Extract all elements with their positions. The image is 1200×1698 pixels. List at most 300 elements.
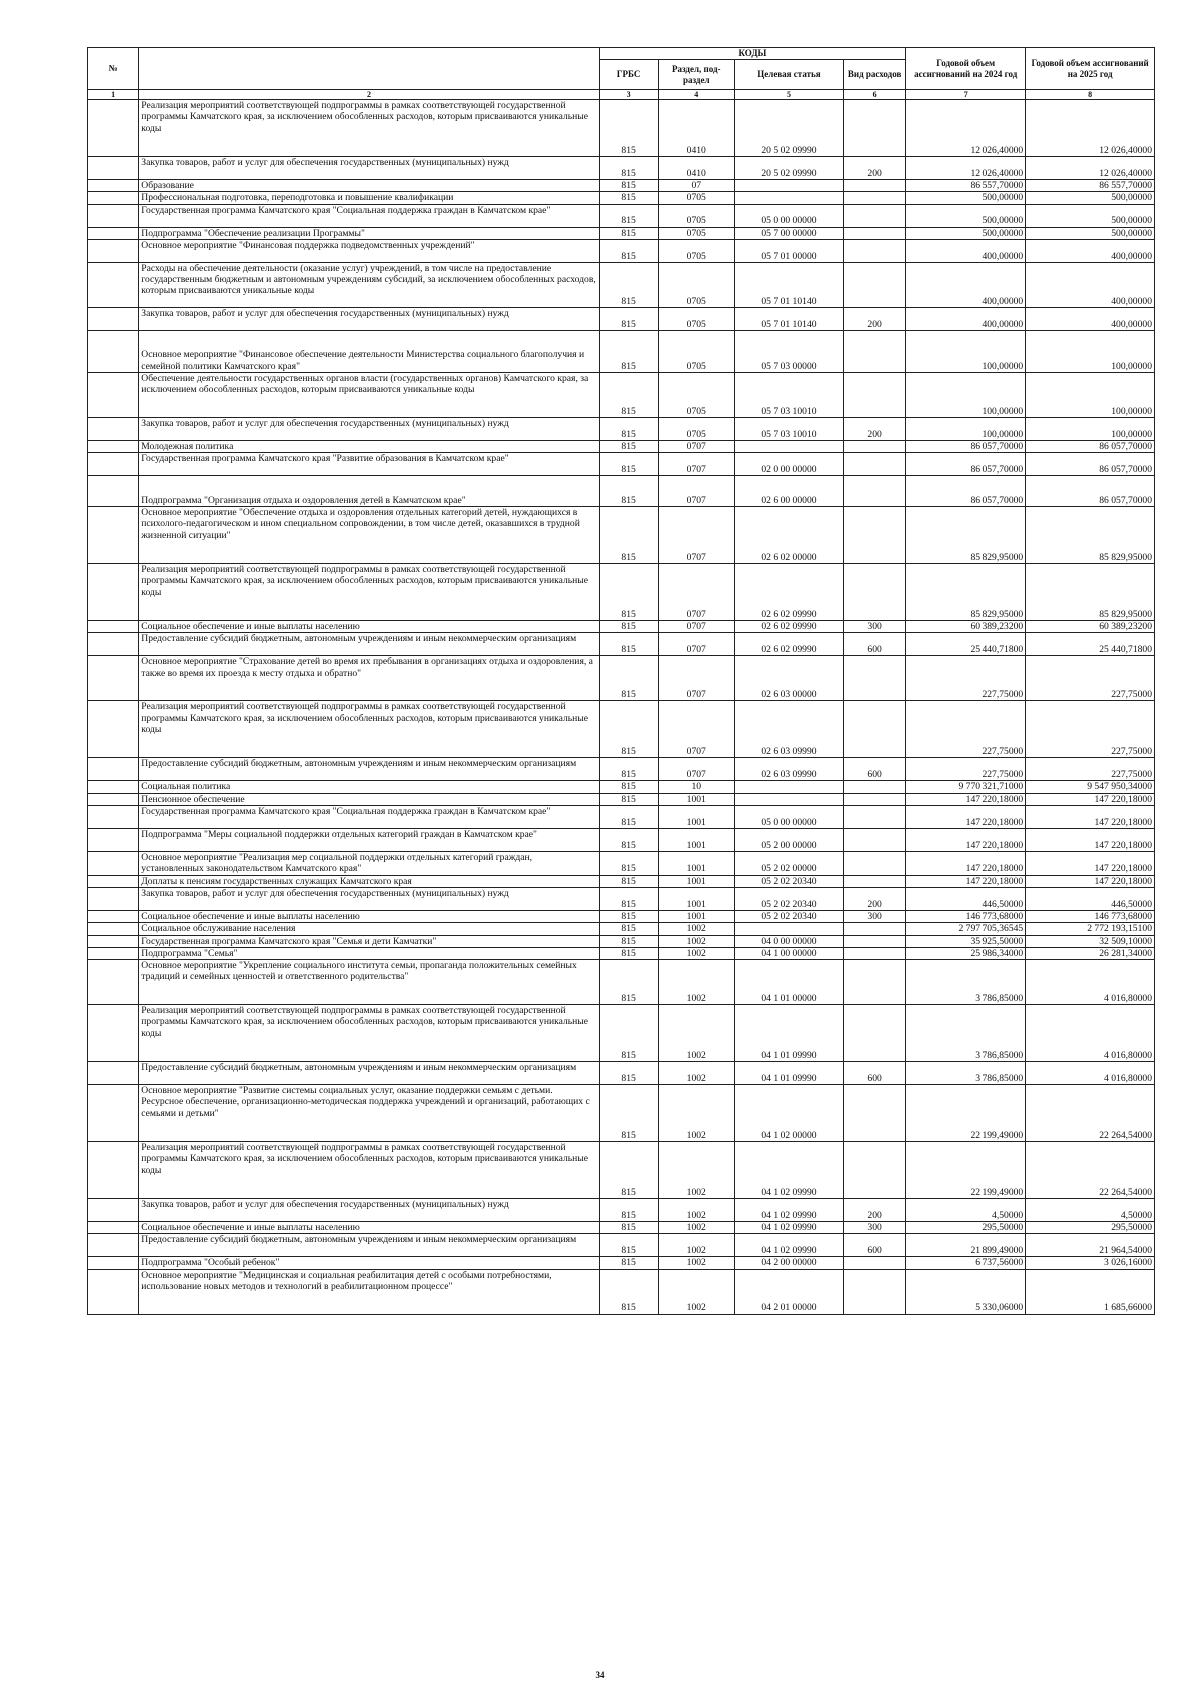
row-2024-cell: 25 986,34000 (906, 947, 1026, 959)
row-name-cell: Подпрограмма "Организация отдыха и оздоровления детей в Камчатском крае" (139, 476, 599, 507)
row-grbs-cell: 815 (599, 960, 658, 1005)
row-target-cell: 02 6 03 00000 (734, 656, 843, 701)
table-row (88, 372, 1155, 417)
column-index: 2 (139, 90, 599, 100)
row-kind-cell (844, 227, 906, 239)
table-row (88, 887, 1155, 910)
row-number-cell (88, 1222, 139, 1234)
row-2025-cell: 86 557,70000 (1026, 180, 1155, 192)
row-2025-cell: 1 685,66000 (1026, 1269, 1155, 1314)
row-kind-cell: 600 (844, 1234, 906, 1257)
row-number-cell (88, 701, 139, 758)
row-number-cell (88, 875, 139, 887)
row-section-cell: 0705 (658, 262, 734, 307)
row-target-cell: 05 2 02 20340 (734, 910, 843, 922)
row-2024-cell: 147 220,18000 (906, 875, 1026, 887)
row-target-cell (734, 440, 843, 452)
row-2025-cell: 32 509,10000 (1026, 935, 1155, 947)
row-number-cell (88, 330, 139, 372)
row-name-cell: Социальное обслуживание населения (139, 923, 599, 935)
row-name-cell: Образование (139, 180, 599, 192)
column-index: 8 (1026, 90, 1155, 100)
row-target-cell: 02 6 02 00000 (734, 507, 843, 564)
row-grbs-cell: 815 (599, 372, 658, 417)
row-number-cell (88, 781, 139, 793)
row-2025-cell: 12 026,40000 (1026, 157, 1155, 180)
row-grbs-cell: 815 (599, 656, 658, 701)
row-number-cell (88, 204, 139, 227)
row-name-cell: Подпрограмма "Меры социальной поддержки отдельных категорий граждан в Камчатском крае" (139, 829, 599, 852)
table-row (88, 781, 1155, 793)
row-kind-cell (844, 180, 906, 192)
row-target-cell: 05 7 01 10140 (734, 307, 843, 330)
row-kind-cell (844, 1269, 906, 1314)
table-row (88, 621, 1155, 633)
row-number-cell (88, 656, 139, 701)
table-row (88, 947, 1155, 959)
row-2025-cell: 22 264,54000 (1026, 1085, 1155, 1142)
row-grbs-cell: 815 (599, 1005, 658, 1062)
row-name-cell: Профессиональная подготовка, переподготовка и повышение квалификации (139, 192, 599, 204)
row-name-cell: Государственная программа Камчатского края "Семья и дети Камчатки" (139, 935, 599, 947)
header-name (139, 48, 599, 90)
row-2024-cell: 25 440,71800 (906, 633, 1026, 656)
table-row (88, 923, 1155, 935)
row-name-cell: Закупка товаров, работ и услуг для обеспечения государственных (муниципальных) нужд (139, 1199, 599, 1222)
budget-table-sheet (87, 47, 1155, 1315)
row-number-cell (88, 192, 139, 204)
row-name-cell: Подпрограмма "Семья" (139, 947, 599, 959)
row-number-cell (88, 100, 139, 157)
table-row (88, 875, 1155, 887)
header-codes: КОДЫ (599, 48, 906, 60)
row-target-cell: 02 6 00 00000 (734, 476, 843, 507)
table-row (88, 935, 1155, 947)
row-target-cell: 04 2 01 00000 (734, 1269, 843, 1314)
row-2024-cell: 446,50000 (906, 887, 1026, 910)
row-name-cell: Обеспечение деятельности государственных органов власти (государственных органов) Камчатского края, за исключением обособленных расходов, которым присваиваются уникальные коды (139, 372, 599, 417)
row-grbs-cell: 815 (599, 781, 658, 793)
header-grbs: ГРБС (599, 60, 658, 90)
row-2024-cell: 4,50000 (906, 1199, 1026, 1222)
row-2025-cell: 4 016,80000 (1026, 1062, 1155, 1085)
table-row (88, 417, 1155, 440)
row-2025-cell: 22 264,54000 (1026, 1142, 1155, 1199)
row-2024-cell: 100,00000 (906, 330, 1026, 372)
row-2025-cell: 86 057,70000 (1026, 453, 1155, 476)
row-2025-cell: 446,50000 (1026, 887, 1155, 910)
row-kind-cell (844, 1257, 906, 1269)
column-index: 1 (88, 90, 139, 100)
row-2024-cell: 5 330,06000 (906, 1269, 1026, 1314)
row-target-cell: 05 7 03 10010 (734, 417, 843, 440)
row-name-cell: Основное мероприятие "Реализация мер социальной поддержки отдельных категорий граждан, установленных законодательством Камчатского края" (139, 852, 599, 876)
table-row (88, 633, 1155, 656)
row-number-cell (88, 960, 139, 1005)
row-grbs-cell: 815 (599, 507, 658, 564)
row-section-cell: 1002 (658, 1222, 734, 1234)
row-section-cell: 1001 (658, 852, 734, 876)
row-section-cell: 1002 (658, 947, 734, 959)
row-number-cell (88, 417, 139, 440)
row-kind-cell: 200 (844, 157, 906, 180)
table-row (88, 793, 1155, 805)
row-2024-cell: 3 786,85000 (906, 960, 1026, 1005)
row-grbs-cell: 815 (599, 875, 658, 887)
table-row (88, 192, 1155, 204)
row-section-cell: 0705 (658, 204, 734, 227)
row-section-cell: 0707 (658, 701, 734, 758)
row-grbs-cell: 815 (599, 239, 658, 262)
row-2025-cell: 147 220,18000 (1026, 852, 1155, 876)
row-name-cell: Основное мероприятие "Финансовое обеспечение деятельности Министерства социального благополучия и семейной политики Камчатского края" (139, 330, 599, 372)
table-row (88, 157, 1155, 180)
row-target-cell: 02 6 02 09990 (734, 633, 843, 656)
row-kind-cell (844, 507, 906, 564)
row-section-cell: 0707 (658, 453, 734, 476)
row-target-cell (734, 923, 843, 935)
table-row (88, 656, 1155, 701)
row-kind-cell: 200 (844, 417, 906, 440)
row-grbs-cell: 815 (599, 806, 658, 829)
row-2025-cell: 227,75000 (1026, 701, 1155, 758)
row-target-cell: 04 1 02 09990 (734, 1142, 843, 1199)
budget-table (87, 47, 1155, 1315)
column-index: 4 (658, 90, 734, 100)
row-name-cell: Реализация мероприятий соответствующей подпрограммы в рамках соответствующей государственной программы Камчатского края, за исключением обособленных расходов, которым присваиваются уникальные коды (139, 1005, 599, 1062)
row-grbs-cell: 815 (599, 1062, 658, 1085)
row-2025-cell: 86 057,70000 (1026, 476, 1155, 507)
row-name-cell: Предоставление субсидий бюджетным, автономным учреждениям и иным некоммерческим организациям (139, 758, 599, 781)
row-target-cell: 04 1 02 00000 (734, 1085, 843, 1142)
row-2024-cell: 500,00000 (906, 227, 1026, 239)
row-2024-cell: 147 220,18000 (906, 806, 1026, 829)
row-2024-cell: 60 389,23200 (906, 621, 1026, 633)
row-grbs-cell: 815 (599, 453, 658, 476)
row-kind-cell (844, 330, 906, 372)
table-row (88, 1234, 1155, 1257)
row-grbs-cell: 815 (599, 887, 658, 910)
row-kind-cell (844, 1005, 906, 1062)
row-kind-cell: 300 (844, 621, 906, 633)
row-section-cell: 1002 (658, 935, 734, 947)
row-name-cell: Предоставление субсидий бюджетным, автономным учреждениям и иным некоммерческим организациям (139, 1062, 599, 1085)
row-kind-cell (844, 781, 906, 793)
row-name-cell: Социальное обеспечение и иные выплаты населению (139, 910, 599, 922)
row-2024-cell: 2 797 705,36545 (906, 923, 1026, 935)
table-row (88, 330, 1155, 372)
row-grbs-cell: 815 (599, 621, 658, 633)
row-target-cell: 05 7 01 10140 (734, 262, 843, 307)
row-kind-cell (844, 829, 906, 852)
row-section-cell: 1002 (658, 1005, 734, 1062)
row-target-cell: 02 6 03 09990 (734, 701, 843, 758)
row-2024-cell: 227,75000 (906, 758, 1026, 781)
row-name-cell: Государственная программа Камчатского края "Социальная поддержка граждан в Камчатском крае" (139, 806, 599, 829)
row-2024-cell: 295,50000 (906, 1222, 1026, 1234)
row-kind-cell (844, 192, 906, 204)
row-grbs-cell: 815 (599, 910, 658, 922)
row-grbs-cell: 815 (599, 417, 658, 440)
row-target-cell: 04 2 00 00000 (734, 1257, 843, 1269)
row-name-cell: Закупка товаров, работ и услуг для обеспечения государственных (муниципальных) нужд (139, 307, 599, 330)
row-2025-cell: 60 389,23200 (1026, 621, 1155, 633)
row-2024-cell: 86 057,70000 (906, 453, 1026, 476)
row-number-cell (88, 1085, 139, 1142)
row-2024-cell: 85 829,95000 (906, 507, 1026, 564)
row-number-cell (88, 947, 139, 959)
row-grbs-cell: 815 (599, 1199, 658, 1222)
row-target-cell: 05 7 01 00000 (734, 239, 843, 262)
row-2024-cell: 9 770 321,71000 (906, 781, 1026, 793)
row-target-cell: 02 6 02 09990 (734, 621, 843, 633)
row-name-cell: Основное мероприятие "Укрепление социального института семьи, пропаганда положительных семейных традиций и семейных ценностей и ответственного родительства" (139, 960, 599, 1005)
row-number-cell (88, 227, 139, 239)
row-2025-cell: 100,00000 (1026, 372, 1155, 417)
row-grbs-cell: 815 (599, 852, 658, 876)
row-section-cell: 1001 (658, 806, 734, 829)
row-section-cell: 0410 (658, 157, 734, 180)
row-kind-cell: 600 (844, 1062, 906, 1085)
row-number-cell (88, 910, 139, 922)
row-grbs-cell: 815 (599, 1234, 658, 1257)
row-grbs-cell: 815 (599, 935, 658, 947)
row-section-cell: 1002 (658, 1085, 734, 1142)
table-row (88, 701, 1155, 758)
row-2024-cell: 21 899,49000 (906, 1234, 1026, 1257)
row-kind-cell (844, 564, 906, 621)
table-row (88, 1257, 1155, 1269)
row-number-cell (88, 372, 139, 417)
row-2025-cell: 147 220,18000 (1026, 829, 1155, 852)
row-number-cell (88, 476, 139, 507)
table-row (88, 239, 1155, 262)
row-target-cell: 04 1 01 09990 (734, 1062, 843, 1085)
row-section-cell: 0705 (658, 239, 734, 262)
column-index-row (88, 90, 1155, 100)
row-kind-cell (844, 100, 906, 157)
table-row (88, 1062, 1155, 1085)
row-target-cell: 02 6 02 09990 (734, 564, 843, 621)
row-name-cell: Предоставление субсидий бюджетным, автономным учреждениям и иным некоммерческим организациям (139, 1234, 599, 1257)
row-2024-cell: 85 829,95000 (906, 564, 1026, 621)
row-name-cell: Государственная программа Камчатского края "Социальная поддержка граждан в Камчатском крае" (139, 204, 599, 227)
row-grbs-cell: 815 (599, 1142, 658, 1199)
row-target-cell: 04 1 02 09990 (734, 1222, 843, 1234)
row-name-cell: Подпрограмма "Обеспечение реализации Программы" (139, 227, 599, 239)
row-2025-cell: 500,00000 (1026, 192, 1155, 204)
row-kind-cell: 200 (844, 1199, 906, 1222)
row-number-cell (88, 1234, 139, 1257)
row-2024-cell: 227,75000 (906, 656, 1026, 701)
row-target-cell: 05 2 00 00000 (734, 829, 843, 852)
row-kind-cell (844, 262, 906, 307)
row-grbs-cell: 815 (599, 633, 658, 656)
row-section-cell: 07 (658, 180, 734, 192)
row-section-cell: 0705 (658, 417, 734, 440)
row-2024-cell: 35 925,50000 (906, 935, 1026, 947)
row-2024-cell: 86 057,70000 (906, 440, 1026, 452)
row-2024-cell: 100,00000 (906, 417, 1026, 440)
row-kind-cell: 600 (844, 758, 906, 781)
row-name-cell: Реализация мероприятий соответствующей подпрограммы в рамках соответствующей государственной программы Камчатского края, за исключением обособленных расходов, которым присваиваются уникальные коды (139, 100, 599, 157)
row-number-cell (88, 1142, 139, 1199)
table-row (88, 758, 1155, 781)
row-section-cell: 0707 (658, 633, 734, 656)
row-grbs-cell: 815 (599, 157, 658, 180)
row-grbs-cell: 815 (599, 204, 658, 227)
row-2024-cell: 500,00000 (906, 192, 1026, 204)
row-target-cell: 05 2 02 20340 (734, 875, 843, 887)
row-name-cell: Реализация мероприятий соответствующей подпрограммы в рамках соответствующей государственной программы Камчатского края, за исключением обособленных расходов, которым присваиваются уникальные коды (139, 564, 599, 621)
row-2025-cell: 2 772 193,15100 (1026, 923, 1155, 935)
row-number-cell (88, 887, 139, 910)
row-section-cell: 0410 (658, 100, 734, 157)
row-2025-cell: 100,00000 (1026, 330, 1155, 372)
row-target-cell: 05 0 00 00000 (734, 806, 843, 829)
row-target-cell: 05 0 00 00000 (734, 204, 843, 227)
row-section-cell: 1001 (658, 910, 734, 922)
row-section-cell: 0705 (658, 372, 734, 417)
row-kind-cell: 300 (844, 910, 906, 922)
row-number-cell (88, 440, 139, 452)
row-2024-cell: 6 737,56000 (906, 1257, 1026, 1269)
row-target-cell: 04 1 02 09990 (734, 1199, 843, 1222)
row-name-cell: Основное мероприятие "Финансовая поддержка подведомственных учреждений" (139, 239, 599, 262)
row-number-cell (88, 564, 139, 621)
row-kind-cell (844, 852, 906, 876)
row-2024-cell: 22 199,49000 (906, 1142, 1026, 1199)
column-index: 5 (734, 90, 843, 100)
row-2025-cell: 400,00000 (1026, 262, 1155, 307)
row-kind-cell (844, 440, 906, 452)
table-row (88, 507, 1155, 564)
header-target: Целевая статья (734, 60, 843, 90)
row-target-cell: 20 5 02 09990 (734, 157, 843, 180)
row-2024-cell: 86 057,70000 (906, 476, 1026, 507)
row-number-cell (88, 1269, 139, 1314)
row-kind-cell: 200 (844, 307, 906, 330)
row-number-cell (88, 507, 139, 564)
row-target-cell: 05 2 02 00000 (734, 852, 843, 876)
row-kind-cell (844, 656, 906, 701)
row-section-cell: 1002 (658, 1062, 734, 1085)
row-section-cell: 1002 (658, 1199, 734, 1222)
row-kind-cell (844, 947, 906, 959)
row-grbs-cell: 815 (599, 330, 658, 372)
row-grbs-cell: 815 (599, 793, 658, 805)
table-row (88, 852, 1155, 876)
row-2025-cell: 4,50000 (1026, 1199, 1155, 1222)
row-target-cell: 04 1 01 00000 (734, 960, 843, 1005)
row-2024-cell: 147 220,18000 (906, 852, 1026, 876)
row-number-cell (88, 806, 139, 829)
table-row (88, 1005, 1155, 1062)
row-target-cell: 05 7 03 10010 (734, 372, 843, 417)
row-target-cell: 05 2 02 20340 (734, 887, 843, 910)
row-2024-cell: 3 786,85000 (906, 1005, 1026, 1062)
row-2024-cell: 147 220,18000 (906, 793, 1026, 805)
row-section-cell: 1002 (658, 923, 734, 935)
row-grbs-cell: 815 (599, 307, 658, 330)
row-2025-cell: 85 829,95000 (1026, 564, 1155, 621)
row-grbs-cell: 815 (599, 1085, 658, 1142)
row-2025-cell: 146 773,68000 (1026, 910, 1155, 922)
row-section-cell: 1001 (658, 793, 734, 805)
row-target-cell: 04 0 00 00000 (734, 935, 843, 947)
row-2025-cell: 295,50000 (1026, 1222, 1155, 1234)
row-target-cell: 02 0 00 00000 (734, 453, 843, 476)
table-row (88, 440, 1155, 452)
row-2025-cell: 400,00000 (1026, 307, 1155, 330)
column-index: 3 (599, 90, 658, 100)
row-kind-cell (844, 204, 906, 227)
row-target-cell (734, 180, 843, 192)
table-row (88, 307, 1155, 330)
row-grbs-cell: 815 (599, 227, 658, 239)
row-grbs-cell: 815 (599, 192, 658, 204)
row-name-cell: Основное мероприятие "Развитие системы социальных услуг, оказание поддержки семьям с детьми. Ресурсное обеспечение, организационно-методическая поддержка учреждений и организаций, работающих с семьями и детьми" (139, 1085, 599, 1142)
row-section-cell: 0707 (658, 758, 734, 781)
row-grbs-cell: 815 (599, 440, 658, 452)
row-name-cell: Закупка товаров, работ и услуг для обеспечения государственных (муниципальных) нужд (139, 157, 599, 180)
row-kind-cell (844, 372, 906, 417)
row-target-cell: 04 1 00 00000 (734, 947, 843, 959)
row-2025-cell: 227,75000 (1026, 656, 1155, 701)
row-name-cell: Реализация мероприятий соответствующей подпрограммы в рамках соответствующей государственной программы Камчатского края, за исключением обособленных расходов, которым присваиваются уникальные коды (139, 701, 599, 758)
row-2025-cell: 9 547 950,34000 (1026, 781, 1155, 793)
row-section-cell: 1001 (658, 887, 734, 910)
row-number-cell (88, 262, 139, 307)
table-row (88, 1142, 1155, 1199)
table-row (88, 829, 1155, 852)
table-row (88, 476, 1155, 507)
row-target-cell: 04 1 02 09990 (734, 1234, 843, 1257)
row-grbs-cell: 815 (599, 180, 658, 192)
row-kind-cell (844, 935, 906, 947)
row-number-cell (88, 621, 139, 633)
row-kind-cell (844, 701, 906, 758)
row-2024-cell: 12 026,40000 (906, 100, 1026, 157)
row-kind-cell (844, 960, 906, 1005)
row-section-cell: 0705 (658, 307, 734, 330)
row-number-cell (88, 453, 139, 476)
row-grbs-cell: 815 (599, 701, 658, 758)
row-grbs-cell: 815 (599, 1222, 658, 1234)
row-section-cell: 0707 (658, 621, 734, 633)
row-number-cell (88, 793, 139, 805)
row-number-cell (88, 1062, 139, 1085)
row-2024-cell: 400,00000 (906, 307, 1026, 330)
header-2024: Годовой объем ассигнований на 2024 год (906, 48, 1026, 90)
table-row (88, 1269, 1155, 1314)
row-kind-cell (844, 239, 906, 262)
table-body (88, 100, 1155, 1315)
row-2025-cell: 86 057,70000 (1026, 440, 1155, 452)
row-kind-cell: 300 (844, 1222, 906, 1234)
row-2025-cell: 26 281,34000 (1026, 947, 1155, 959)
row-grbs-cell: 815 (599, 923, 658, 935)
row-kind-cell (844, 1085, 906, 1142)
row-kind-cell (844, 793, 906, 805)
row-2025-cell: 147 220,18000 (1026, 806, 1155, 829)
table-row (88, 1199, 1155, 1222)
table-row (88, 262, 1155, 307)
row-name-cell: Социальная политика (139, 781, 599, 793)
row-name-cell: Расходы на обеспечение деятельности (оказание услуг) учреждений, в том числе на предоставление государственным бюджетным и автономным учреждениям субсидий, за исключением обособленных расходов, которым присваиваются уникальные коды (139, 262, 599, 307)
row-section-cell: 0705 (658, 227, 734, 239)
row-2024-cell: 500,00000 (906, 204, 1026, 227)
